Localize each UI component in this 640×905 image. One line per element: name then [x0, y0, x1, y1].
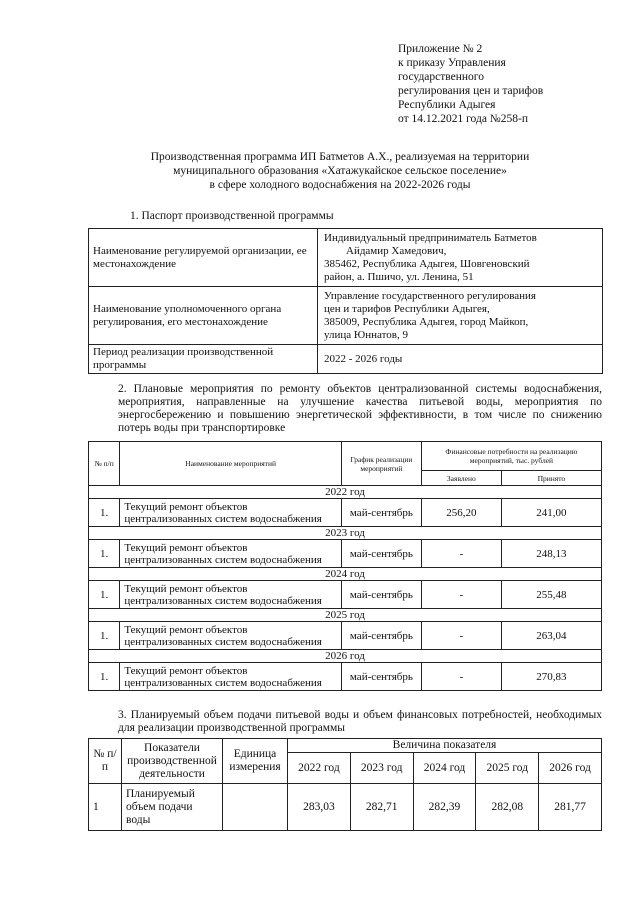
- row-value: 282,39: [413, 784, 476, 831]
- passport-label: Период реализации производственной программы: [89, 345, 318, 374]
- header-finance: Финансовые потребности на реализацию мероприятий, тыс. рублей: [421, 442, 601, 471]
- table-row: [89, 784, 602, 831]
- appendix-line: государственного: [398, 71, 484, 83]
- table-row: [89, 499, 602, 527]
- row-declared: -: [421, 540, 501, 568]
- section3-paragraph: 3. Планируемый объем подачи питьевой воды и объем финансовых потребностей, необходимых для реализации производственной программы: [118, 709, 602, 734]
- row-declared: -: [421, 581, 501, 609]
- header-num: № п/п: [89, 739, 122, 784]
- year-row: [89, 609, 602, 622]
- header-value: Величина показателя: [288, 739, 602, 753]
- header-schedule: График реализации мероприятий: [341, 442, 421, 486]
- title-line: в сфере холодного водоснабжения на 2022-2026 годы: [209, 179, 471, 191]
- table-row: [89, 581, 602, 609]
- row-accepted: 255,48: [501, 581, 601, 609]
- section2-text: [90, 383, 602, 435]
- year-label: 2025 год: [89, 609, 602, 622]
- header-year: 2024 год: [413, 753, 476, 784]
- passport-row: [89, 287, 603, 345]
- row-schedule: май-сентябрь: [341, 663, 421, 691]
- row-name: Текущий ремонт объектов централизованных систем водоснабжения: [120, 540, 342, 568]
- header-unit: Единица измерения: [223, 739, 288, 784]
- value-line: 2022 - 2026 годы: [324, 352, 403, 365]
- section3-text: [90, 709, 602, 735]
- header-year: 2022 год: [288, 753, 351, 784]
- row-name: Текущий ремонт объектов централизованных систем водоснабжения: [120, 663, 342, 691]
- volume-table: [88, 738, 602, 831]
- row-accepted: 263,04: [501, 622, 601, 650]
- row-accepted: 270,83: [501, 663, 601, 691]
- appendix-block: [398, 42, 543, 126]
- row-value: 283,03: [288, 784, 351, 831]
- passport-value: [318, 287, 603, 345]
- passport-value: [318, 345, 603, 374]
- table-row: [89, 540, 602, 568]
- section1-heading: 1. Паспорт производственной программы: [130, 210, 334, 222]
- volume-header-row: [89, 739, 602, 753]
- section2-paragraph: 2. Плановые мероприятия по ремонту объектов централизованной системы водоснабжения, мероприятия, направленные на улучшение качества питьевой воды, мероприятия по энергосбережению и повышению энергетической эффективности, в том числе по снижению потерь воды при транспортировке: [118, 383, 602, 434]
- year-row: [89, 650, 602, 663]
- row-value: 282,08: [476, 784, 539, 831]
- appendix-line: регулирования цен и тарифов: [398, 85, 544, 97]
- row-name: Текущий ремонт объектов централизованных систем водоснабжения: [120, 499, 342, 527]
- row-value: 281,77: [539, 784, 602, 831]
- row-name: Текущий ремонт объектов централизованных систем водоснабжения: [120, 622, 342, 650]
- row-accepted: 248,13: [501, 540, 601, 568]
- value-line: улица Юннатов, 9: [324, 328, 408, 341]
- passport-value: [318, 229, 603, 287]
- passport-row: [89, 229, 603, 287]
- appendix-line: от 14.12.2021 года №258-п: [398, 113, 529, 125]
- header-accepted: Принято: [501, 471, 601, 486]
- table-row: [89, 622, 602, 650]
- header-year: 2023 год: [350, 753, 413, 784]
- row-value: 282,71: [350, 784, 413, 831]
- year-label: 2024 год: [89, 568, 602, 581]
- header-indicators: Показатели производственной деятельности: [122, 739, 223, 784]
- row-declared: -: [421, 622, 501, 650]
- header-num: № п/п: [89, 442, 120, 486]
- row-declared: -: [421, 663, 501, 691]
- row-schedule: май-сентябрь: [341, 499, 421, 527]
- year-label: 2022 год: [89, 486, 602, 499]
- passport-label: Наименование регулируемой организации, ее местонахождение: [89, 229, 318, 287]
- measures-table: [88, 441, 602, 691]
- year-row: [89, 486, 602, 499]
- value-line: цен и тарифов Республики Адыгея,: [324, 302, 490, 315]
- year-row: [89, 527, 602, 540]
- row-accepted: 241,00: [501, 499, 601, 527]
- row-unit: [223, 784, 288, 831]
- year-label: 2026 год: [89, 650, 602, 663]
- year-row: [89, 568, 602, 581]
- header-declared: Заявлено: [421, 471, 501, 486]
- year-label: 2023 год: [89, 527, 602, 540]
- value-line: 385009, Республика Адыгея, город Майкоп,: [324, 315, 529, 328]
- appendix-line: Республики Адыгея: [398, 99, 496, 111]
- title-line: Производственная программа ИП Батметов А.Х., реализуемая на территории: [150, 151, 530, 163]
- row-num: 1.: [89, 540, 120, 568]
- measures-header-row: [89, 442, 602, 471]
- passport-row: [89, 345, 603, 374]
- value-line: Индивидуальный предприниматель Батметов: [324, 231, 537, 244]
- passport-label: Наименование уполномоченного органа регулирования, его местонахождение: [89, 287, 318, 345]
- title-line: муниципального образования «Хатажукайское сельское поселение»: [173, 165, 507, 177]
- document-title: [90, 150, 590, 192]
- value-line: 385462, Республика Адыгея, Шовгеновский: [324, 257, 530, 270]
- appendix-line: к приказу Управления: [398, 57, 506, 69]
- value-line: район, а. Пшичо, ул. Ленина, 51: [324, 270, 474, 283]
- row-num: 1.: [89, 499, 120, 527]
- appendix-line: Приложение № 2: [398, 43, 483, 55]
- row-num: 1: [89, 784, 122, 831]
- header-year: 2026 год: [539, 753, 602, 784]
- header-name: Наименование мероприятий: [120, 442, 342, 486]
- passport-table: [88, 228, 603, 374]
- row-name: Текущий ремонт объектов централизованных систем водоснабжения: [120, 581, 342, 609]
- table-row: [89, 663, 602, 691]
- row-name: Планируемый объем подачи воды: [122, 784, 223, 831]
- row-schedule: май-сентябрь: [341, 540, 421, 568]
- row-num: 1.: [89, 581, 120, 609]
- row-num: 1.: [89, 622, 120, 650]
- value-line: Управление государственного регулирования: [324, 289, 536, 302]
- value-line: Айдамир Хамедович,: [346, 244, 447, 257]
- row-schedule: май-сентябрь: [341, 581, 421, 609]
- row-declared: 256,20: [421, 499, 501, 527]
- header-year: 2025 год: [476, 753, 539, 784]
- row-schedule: май-сентябрь: [341, 622, 421, 650]
- row-num: 1.: [89, 663, 120, 691]
